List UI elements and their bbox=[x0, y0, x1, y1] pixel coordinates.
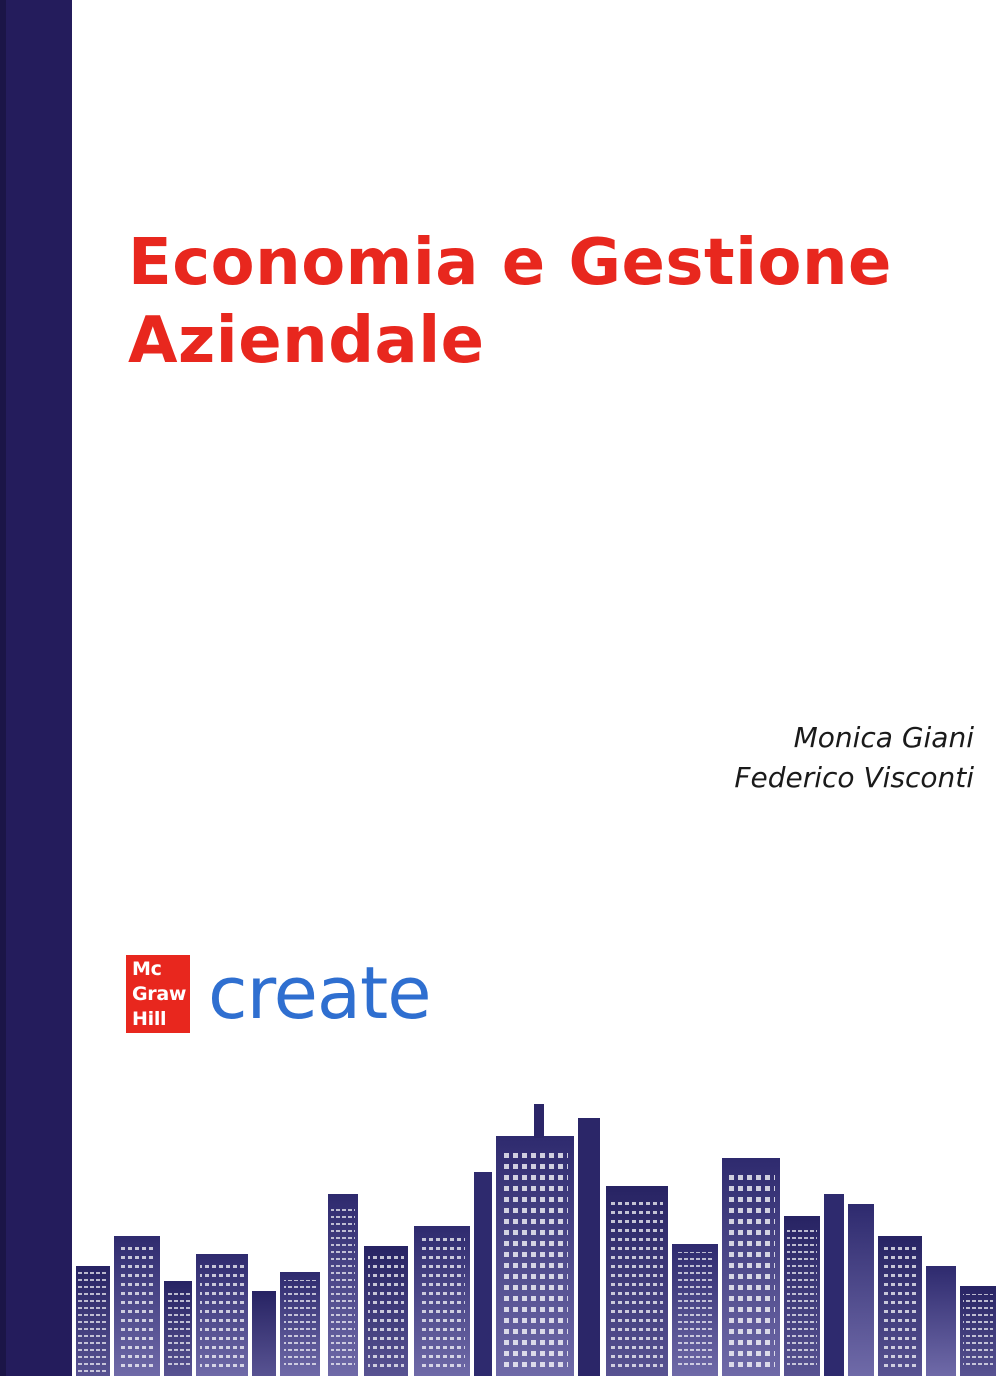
page-title bbox=[128, 224, 988, 380]
title-line-1: Economia e Gestione bbox=[128, 226, 892, 300]
mcgraw-hill-line-2: Graw bbox=[132, 983, 187, 1005]
author-name: Federico Visconti bbox=[734, 760, 974, 794]
publisher-logo bbox=[126, 951, 431, 1036]
author-list bbox=[734, 718, 974, 798]
mcgraw-hill-mark-icon bbox=[126, 955, 190, 1033]
city-skyline-icon bbox=[72, 1076, 1000, 1376]
mcgraw-hill-line-3: Hill bbox=[132, 1008, 167, 1030]
create-brand-wordmark: create bbox=[208, 951, 431, 1036]
spine-edge-stripe bbox=[0, 0, 6, 1376]
author-name: Monica Giani bbox=[793, 721, 974, 754]
title-line-2: Aziendale bbox=[128, 304, 485, 379]
mcgraw-hill-line-1: Mc bbox=[132, 958, 162, 980]
cover-spine bbox=[0, 0, 72, 1376]
